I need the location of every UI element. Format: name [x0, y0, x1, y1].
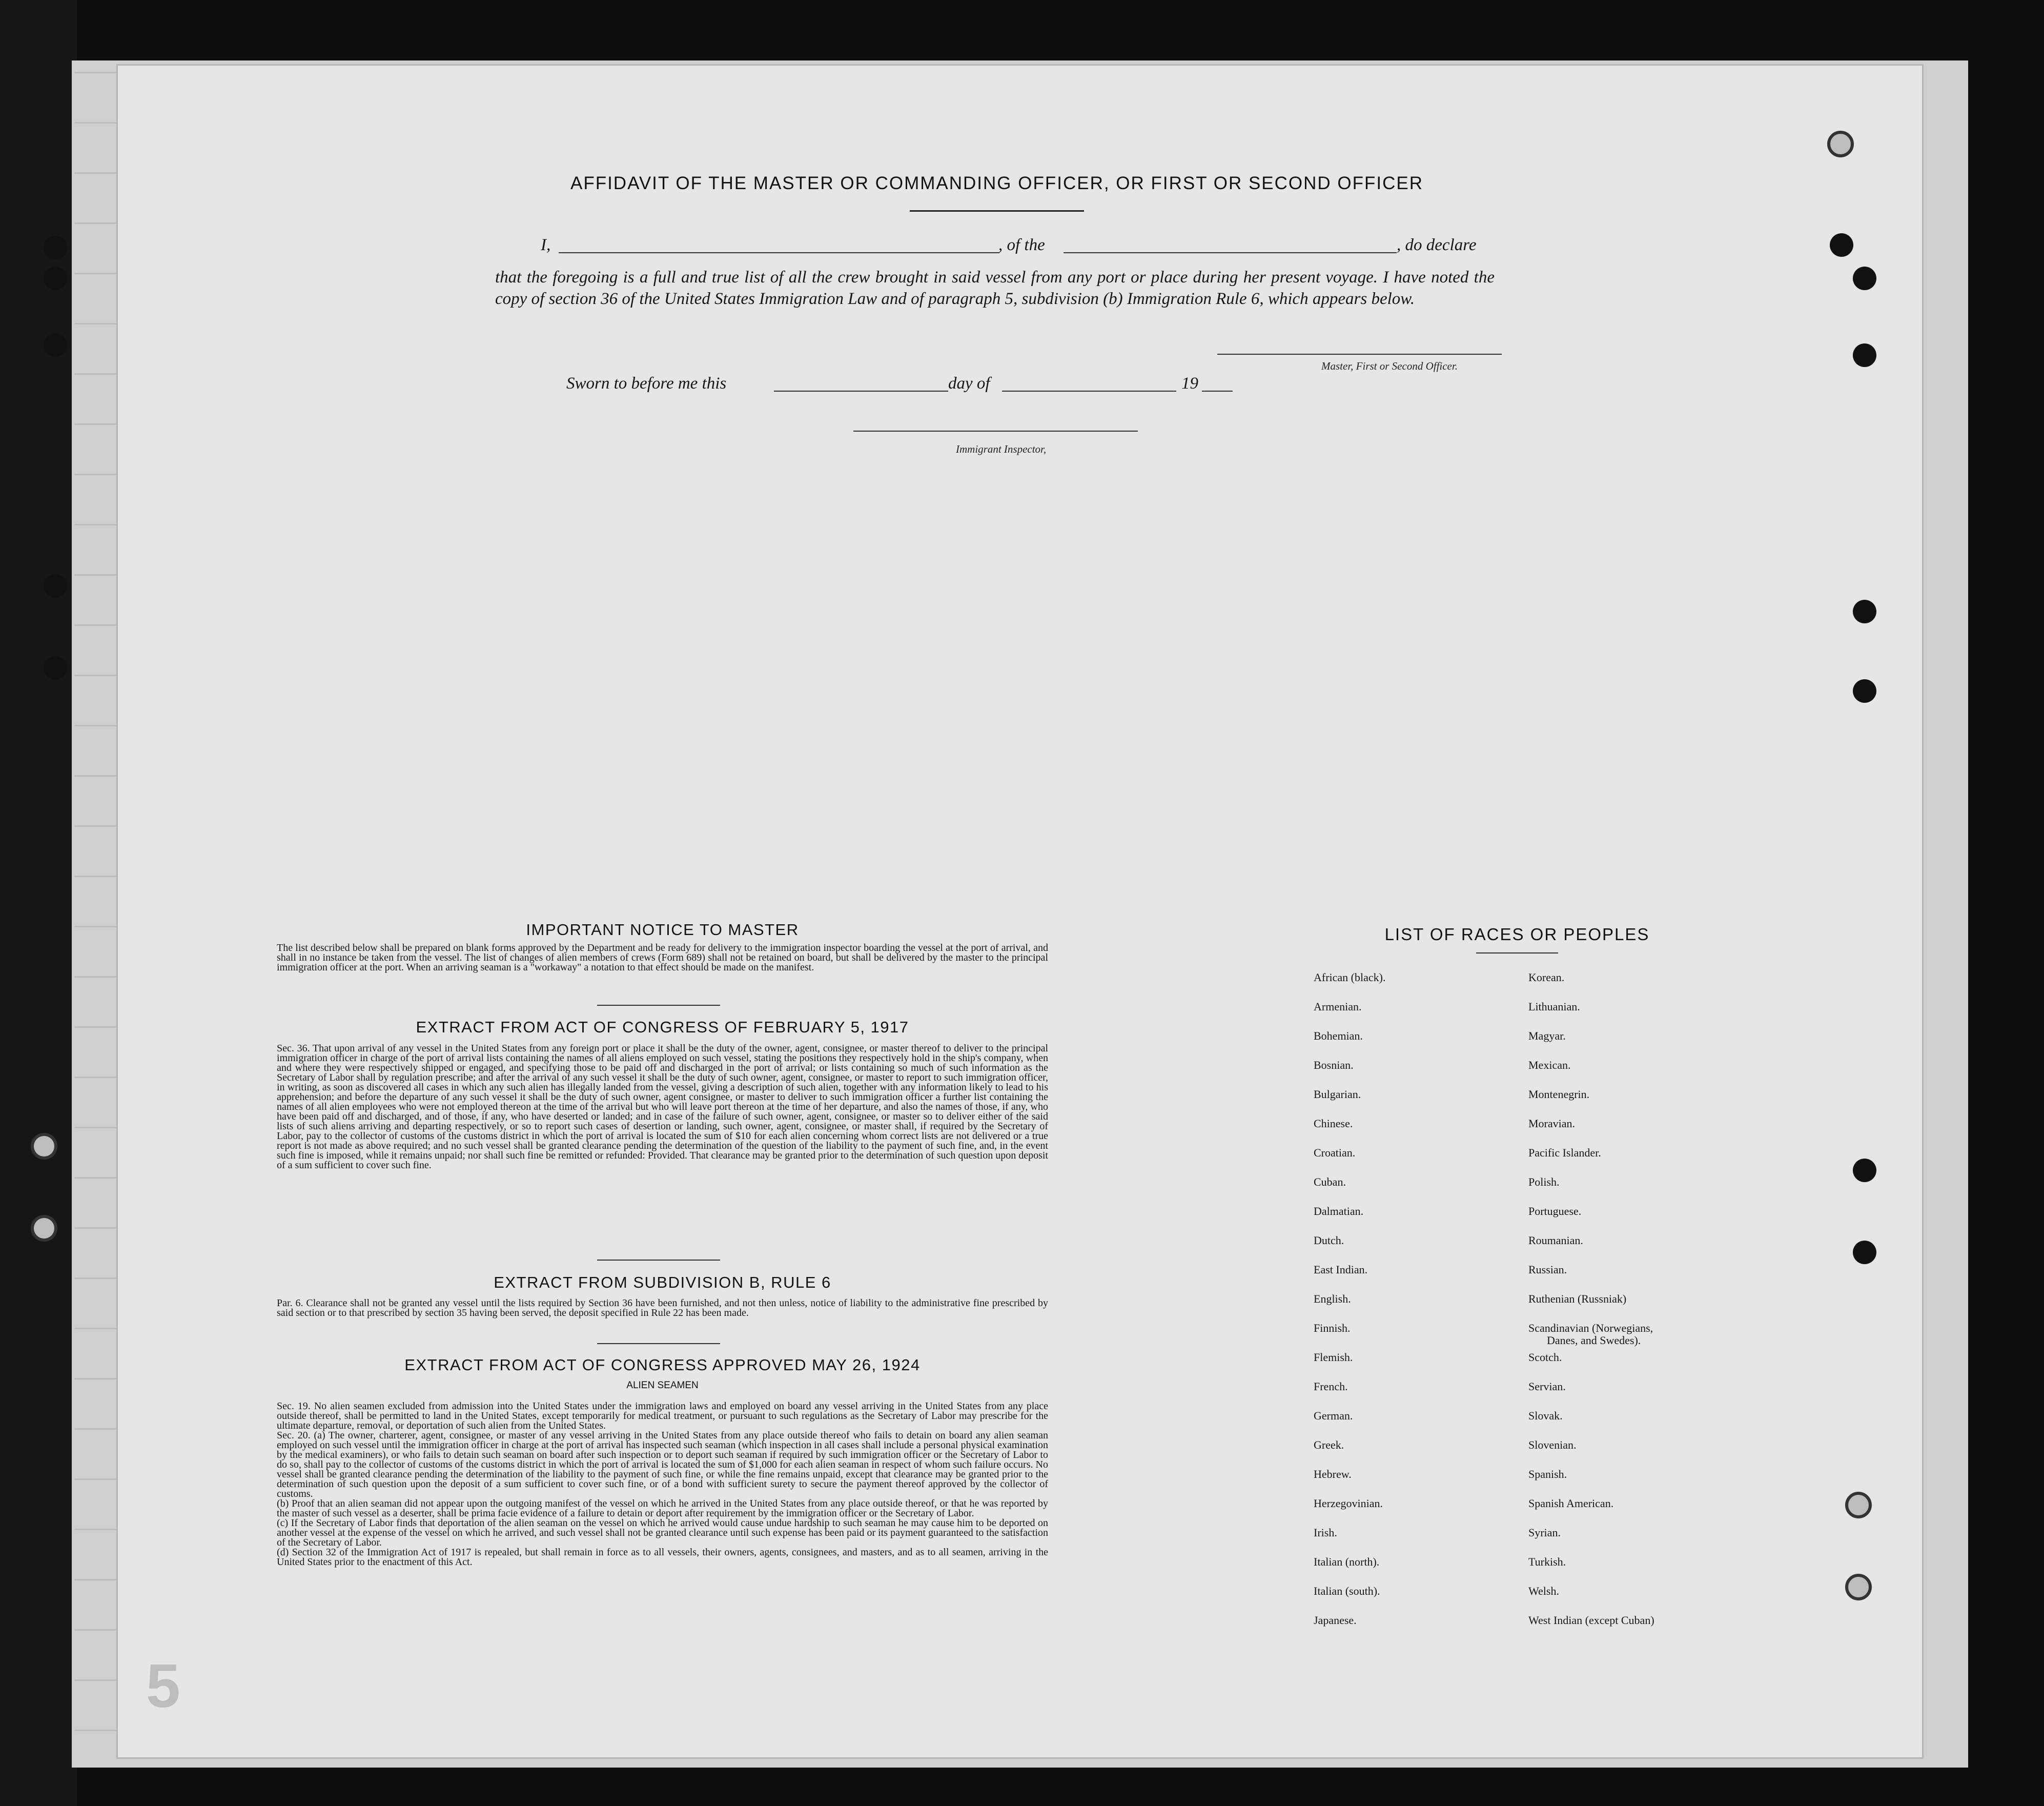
punch-hole — [44, 574, 67, 598]
sworn-month-field[interactable] — [1002, 391, 1176, 392]
punch-hole — [1853, 267, 1876, 290]
punch-hole — [1853, 600, 1876, 623]
race-item: East Indian. — [1314, 1263, 1368, 1276]
sworn-day-field[interactable] — [774, 391, 948, 392]
margin-page-number: 5 — [146, 1652, 180, 1720]
declarant-name-field[interactable] — [559, 252, 999, 253]
title-rule — [910, 210, 1084, 212]
extract-1917-text: Sec. 36. That upon arrival of any vessel in the United States from any foreign port or place it shall be the duty of the owner, agent, consignee, or master thereof to deliver to the principal immigration officer in charge of the port of arrival lists containing the names of all aliens employed on such vessel, stating the positions they respectively hold in the ship's company, when and where they were respectively shipped or engaged, and specifying those to be paid off and discharged in the port of arrival; or lists containing so much of such information as the Secretary of Labor shall by regulation prescribe; and after the arrival of any such vessel it shall be the duty of such owner, agent, consignee, or master to report to such immigration officer, in writing, as soon as discovered all cases in which any such alien has illegally landed from the vessel, giving a description of such alien, together with any information likely to lead to his apprehension; and before the departure of any such vessel it shall be the duty of such owner, agent consignee, or master to deliver to such immigration officer a further list containing the names of all alien employees who were not employed thereon at the time of the arrival but who will leave port thereon at the time of her departure, and also the names of those, if any, who have been paid off and discharged, and of those, if any, who have deserted or landed; and in case of the failure of such owner, agent, consignee, or master so to deliver either of the said lists of such aliens arriving and departing respectively, or so to report such cases of desertion or landing, such owner, agent, consignee, or master shall, if required by the Secretary of Labor, pay to the collector of customs of the customs district in which the port of arrival is located the sum of $10 for each alien concerning whom correct lists are not delivered or a true report is not made as above required; and no such vessel shall be granted clearance pending the determination of the question of the liability to the payment of such fine, and, in the event such fine is imposed, while it remains unpaid; nor shall such fine be remitted or refunded: Provided. That clearance may be granted prior to the determination of such question upon deposit of a sum sufficient to cover such fine. — [277, 1043, 1048, 1171]
race-item: Lithuanian. — [1528, 1000, 1580, 1013]
race-item-continuation: Danes, and Swedes). — [1547, 1334, 1641, 1347]
races-title-rule — [1476, 952, 1558, 953]
race-item: Armenian. — [1314, 1000, 1362, 1013]
extract-1917-title: EXTRACT FROM ACT OF CONGRESS OF FEBRUARY 5, 1917 — [416, 1018, 909, 1036]
races-right-column — [1528, 971, 1654, 1643]
punch-hole — [1830, 233, 1853, 257]
declarant-label: I, — [541, 236, 551, 254]
notice-text: The list described below shall be prepared on blank forms approved by the Department and be ready for delivery to the immigration inspector boarding the vessel at the port of arrival, and shall in no instance be taken from the vessel. The list of changes of alien members of crews (Form 689) shall not be retained on board, but shall be delivered by the master to the principal immigration officer at the port. When an arriving seaman is a "workaway" a notation to that effect should be made on the manifest. — [277, 942, 1048, 973]
race-item: West Indian (except Cuban) — [1528, 1614, 1654, 1627]
race-item: Hebrew. — [1314, 1468, 1352, 1480]
extract-1924-text: Sec. 19. No alien seamen excluded from admission into the United States under the immigration laws and employed on board any vessel arriving in the United States from any place outside thereof, shall be permitted to land in the United States, except temporarily for medical treatment, or pursuant to such regulations as the Secretary of Labor may prescribe for the ultimate departure, removal, or deportation of such alien from the United States. Sec. 20. (a) The owner, charterer, agent, consignee, or master of any vessel arriving in the United States from any place outside thereof who fails to detain on board any alien seaman employed on such vessel until the immigration officer in charge at the port of arrival has inspected such seaman (which inspection in all cases shall include a personal physical examination by the medical examiners), or who fails to detain such seaman on board after such inspection or to deport such seaman if required by such immigration officer or the Secretary of Labor to do so, shall pay to the collector of customs of the customs district in which the port of arrival is located the sum of $1,000 for each alien seaman in respect of whom such failure occurs. No vessel shall be granted clearance pending the determination of the liability to the payment of such fine, or while the fine remains unpaid, except that clearance may be granted prior to the determination of such question upon the deposit of a sum sufficient to cover such fine, or of a bond with sufficient surety to secure the payment thereof approved by the collector of customs. (b) Proof that an alien seaman did not appear upon the outgoing manifest of the vessel on which he arrived in the United States from any place outside thereof, or that he was reported by the master of such vessel as a deserter, shall be prima facie evidence of a failure to detain or deport after requirement by the immigration officer or the Secretary of Labor. (c) If the Secretary of Labor finds that deportation of the alien seaman on the vessel on which he arrived would cause undue hardship to such seaman he may cause him to be deported on another vessel at the expense of the vessel on which he arrived, and such vessel shall not be granted clearance until such expense has been paid or its payment guaranteed to the satisfaction of the Secretary of Labor. (d) Section 32 of the Immigration Act of 1917 is repealed, but shall remain in force as to all vessels, their owners, agents, consignees, and masters, and as to all seamen, arriving in the United States prior to the enactment of this Act. — [277, 1401, 1048, 1568]
race-item: Irish. — [1314, 1526, 1337, 1539]
vessel-label: , of the — [998, 236, 1045, 254]
race-item: Polish. — [1528, 1175, 1560, 1188]
race-item: Russian. — [1528, 1263, 1567, 1276]
binder-strip — [0, 0, 77, 1806]
race-item: Pacific Islander. — [1528, 1146, 1601, 1159]
race-item: Servian. — [1528, 1380, 1566, 1393]
race-item: Magyar. — [1528, 1029, 1566, 1042]
race-item: Bohemian. — [1314, 1029, 1363, 1042]
punch-hole — [1853, 1241, 1876, 1264]
race-item-line: Scandinavian (Norwegians, — [1528, 1322, 1653, 1334]
race-item: Dutch. — [1314, 1234, 1344, 1247]
punch-hole — [1853, 679, 1876, 703]
day-of-label: day of — [948, 374, 990, 393]
race-item: Dalmatian. — [1314, 1205, 1364, 1217]
race-item: Roumanian. — [1528, 1234, 1583, 1247]
master-signature-label: Master, First or Second Officer. — [1321, 360, 1458, 372]
punch-hole — [44, 656, 67, 680]
race-item: Greek. — [1314, 1438, 1344, 1451]
race-item: Korean. — [1528, 971, 1565, 984]
race-item: Portuguese. — [1528, 1205, 1582, 1217]
race-item: Finnish. — [1314, 1322, 1351, 1334]
rivet-icon — [31, 1215, 57, 1242]
race-item: Spanish. — [1528, 1468, 1567, 1480]
inspector-signature-field[interactable] — [853, 431, 1138, 432]
sworn-year-field[interactable] — [1202, 391, 1233, 392]
extract-1924-subtitle: ALIEN SEAMEN — [626, 1380, 699, 1391]
sworn-label: Sworn to before me this — [566, 374, 727, 393]
rivet-icon — [1845, 1492, 1872, 1518]
inspector-label: Immigrant Inspector, — [956, 443, 1047, 455]
race-item: African (black). — [1314, 971, 1386, 984]
section-divider — [597, 1343, 720, 1344]
affidavit-title: AFFIDAVIT OF THE MASTER OR COMMANDING OFFICER, OR FIRST OR SECOND OFFICER — [570, 173, 1424, 193]
race-item: Chinese. — [1314, 1117, 1353, 1130]
race-item: Mexican. — [1528, 1059, 1571, 1071]
punch-hole — [1853, 1159, 1876, 1182]
race-item: Turkish. — [1528, 1555, 1566, 1568]
notice-title: IMPORTANT NOTICE TO MASTER — [526, 921, 799, 939]
race-item: French. — [1314, 1380, 1348, 1393]
race-item: Montenegrin. — [1528, 1088, 1590, 1101]
extract-1924-title: EXTRACT FROM ACT OF CONGRESS APPROVED MAY 26, 1924 — [404, 1356, 921, 1374]
section-divider — [597, 1005, 720, 1006]
punch-hole — [1853, 343, 1876, 367]
race-item: German. — [1314, 1409, 1353, 1422]
race-item: Ruthenian (Russniak) — [1528, 1292, 1627, 1305]
declare-label: , do declare — [1397, 236, 1477, 254]
extract-rule6-text: Par. 6. Clearance shall not be granted any vessel until the lists required by Section 36 have been furnished, and not then unless, notice of liability to the administrative fine prescribed by said section or to that prescribed by section 35 having been served, the deposit specified in Rule 22 has been made. — [277, 1297, 1048, 1318]
race-item: Spanish American. — [1528, 1497, 1614, 1510]
race-item: Flemish. — [1314, 1351, 1353, 1364]
race-item: Japanese. — [1314, 1614, 1357, 1627]
affidavit-body: that the foregoing is a full and true list of all the crew brought in said vessel from any port or place during her present voyage. I have noted the copy of section 36 of the United States Immigration Law and of paragraph 5, subdivision (b) Immigration Rule 6, which appears below. — [495, 268, 1495, 308]
race-item: Italian (south). — [1314, 1585, 1380, 1597]
race-item: Moravian. — [1528, 1117, 1576, 1130]
race-item: Slovenian. — [1528, 1438, 1577, 1451]
race-item: English. — [1314, 1292, 1351, 1305]
section-divider — [597, 1260, 720, 1261]
race-item: Cuban. — [1314, 1175, 1346, 1188]
race-item: Bosnian. — [1314, 1059, 1354, 1071]
rivet-icon — [31, 1133, 57, 1160]
race-item: Welsh. — [1528, 1585, 1559, 1597]
master-signature-field[interactable] — [1217, 354, 1502, 355]
rivet-icon — [1845, 1574, 1872, 1600]
race-item: Slovak. — [1528, 1409, 1563, 1422]
punch-hole — [44, 267, 67, 290]
race-item: Bulgarian. — [1314, 1088, 1361, 1101]
rivet-icon — [1827, 131, 1854, 157]
punch-hole — [44, 333, 67, 357]
race-item: Scotch. — [1528, 1351, 1562, 1364]
race-item — [1528, 1322, 1654, 1351]
vessel-name-field[interactable] — [1064, 252, 1397, 253]
punch-hole — [44, 236, 67, 259]
extract-rule6-title: EXTRACT FROM SUBDIVISION B, RULE 6 — [494, 1273, 831, 1291]
year-prefix: 19 — [1181, 374, 1198, 393]
races-title: LIST OF RACES OR PEOPLES — [1384, 925, 1650, 944]
race-item: Croatian. — [1314, 1146, 1356, 1159]
races-left-column — [1314, 971, 1385, 1643]
race-item: Herzegovinian. — [1314, 1497, 1383, 1510]
race-item: Syrian. — [1528, 1526, 1561, 1539]
race-item: Italian (north). — [1314, 1555, 1380, 1568]
